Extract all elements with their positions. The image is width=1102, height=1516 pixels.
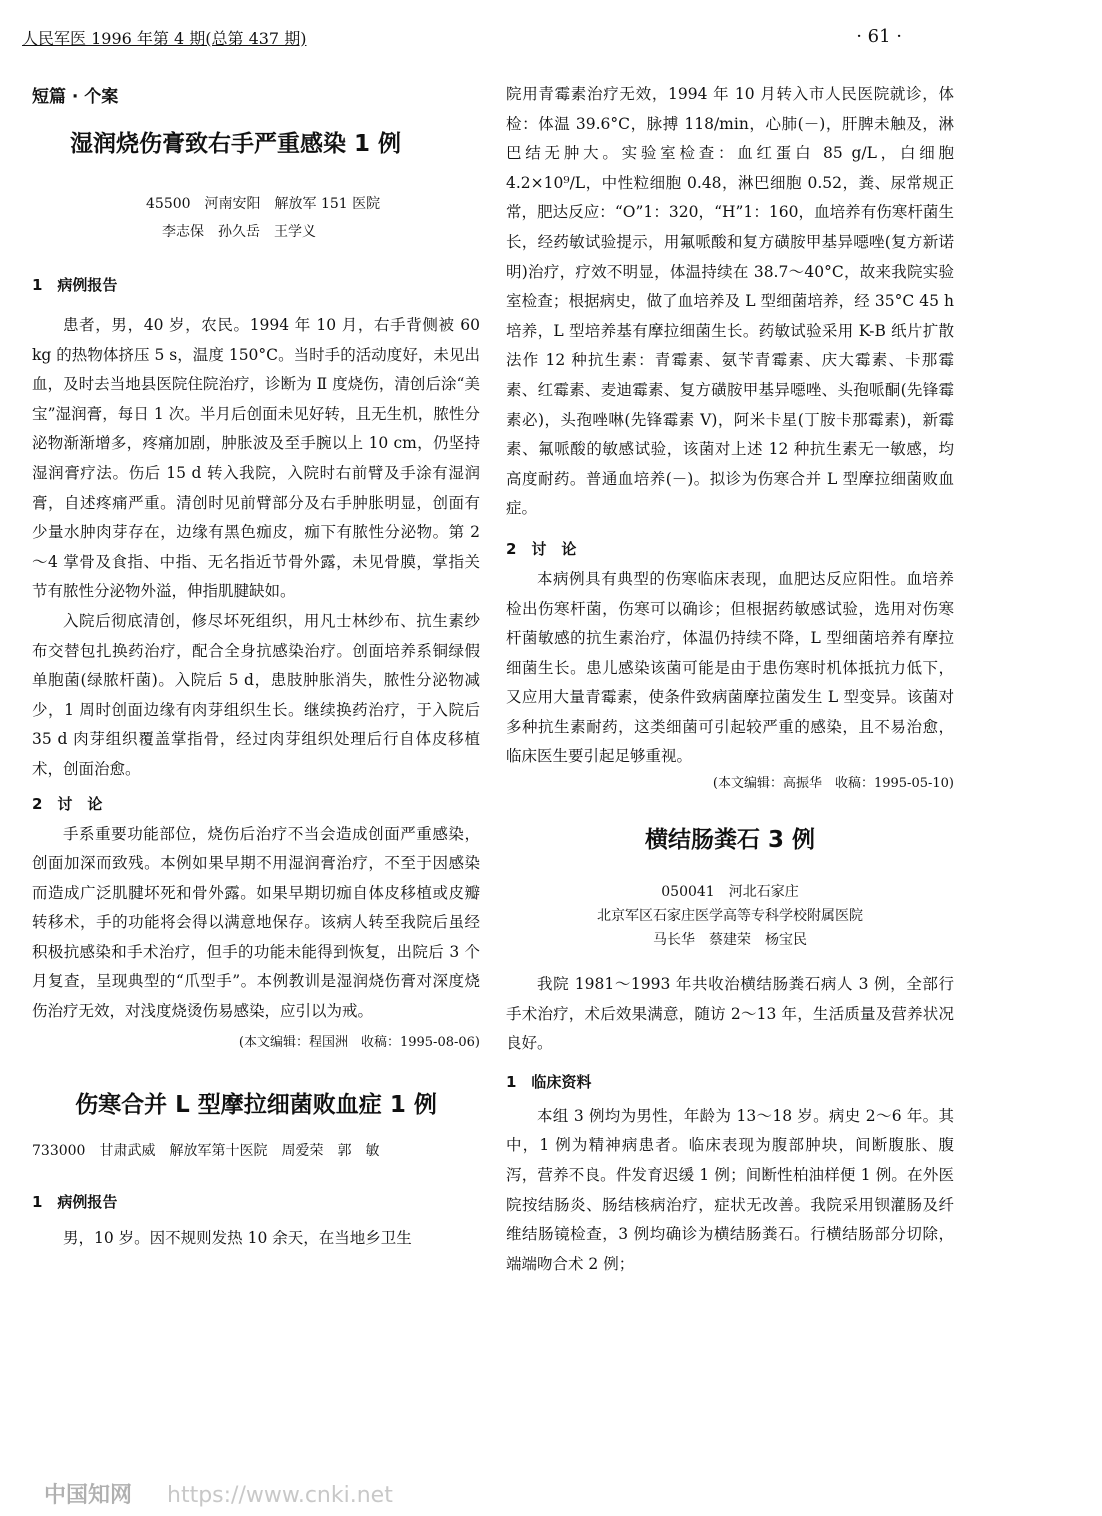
article2-title: 伤寒合并 L 型摩拉细菌败血症 1 例 xyxy=(75,1091,437,1118)
article2-paragraph: 本病例具有典型的伤寒临床表现，血肥达反应阳性。血培养检出伤寒杆菌，伤寒可以确诊；但根据药敏感试验，选用对伤寒杆菌敏感的抗生素治疗，体温仍持续不降，L 型细菌培养有摩拉细菌生长。患儿感染该菌可能是由于患伤寒时机体抵抗力低下，又应用大量青霉素，使条件致病菌摩拉菌发生 L 型变异。该菌对多种抗生素耐药，这类细菌可引起较严重的感染，且不易治愈，临床医生要引起足够重视。 xyxy=(506,569,954,766)
left-column xyxy=(32,82,480,1253)
article3-affiliation: 050041 河北石家庄 xyxy=(661,884,799,901)
article3-institution: 北京军区石家庄医学高等专科学校附属医院 xyxy=(597,908,863,925)
section-tag: 短篇 · 个案 xyxy=(32,87,119,107)
article2-heading-case: 1 病例报告 xyxy=(32,1192,118,1211)
article3-paragraph: 我院 1981～1993 年共收治横结肠粪石病人 3 例，全部行手术治疗，术后效果满意，随访 2～13 年，生活质量及营养状况良好。 xyxy=(506,975,954,1053)
article3-heading-clinical: 1 临床资料 xyxy=(506,1072,592,1091)
article3-title: 横结肠粪石 3 例 xyxy=(644,827,816,854)
cnki-url: https://www.cnki.net xyxy=(167,1483,393,1508)
page-number: · 61 · xyxy=(856,26,902,47)
right-column xyxy=(506,80,954,1279)
article1-heading-discussion: 2 讨 论 xyxy=(32,794,103,813)
cnki-watermark xyxy=(44,1478,393,1509)
article2-editor-note: (本文编辑：高振华 收稿：1995-05-10) xyxy=(712,776,954,792)
article2-heading-discussion: 2 讨 论 xyxy=(506,539,577,558)
journal-header: 人民军医 1996 年第 4 期(总第 437 期) xyxy=(22,29,307,48)
article1-heading-case: 1 病例报告 xyxy=(32,276,118,294)
article1-title: 湿润烧伤膏致右手严重感染 1 例 xyxy=(70,131,402,157)
article1-paragraph: 患者，男，40 岁，农民。1994 年 10 月，右手背侧被 60 kg 的热物体挤压 5 s，温度 150°C。当时手的活动度好，未见出血，及时去当地县医院住院治疗，诊断为 Ⅱ 度烧伤，清创后涂“美宝”湿润膏，每日 1 次。半月后创面未见好转，且无生机，脓性分泌物渐渐增多，疼痛加剧，肿胀波及至手腕以上 10 cm，仍坚持湿润膏疗法。伤后 15 d 转入我院，入院时右前臂及手涂有湿润膏，自述疼痛严重。清创时见前臂部分及右手肿胀明显，创面有少量水肿肉芽存在，边缘有黑色痂皮，痂下有脓性分泌物。第 2～4 掌骨及食指、中指、无名指近节骨外露，未见骨膜，掌指关节有脓性分泌物外溢，伸指肌腱缺如。 xyxy=(32,316,480,601)
article2-affiliation: 733000 甘肃武威 解放军第十医院 周爱荣 郭 敏 xyxy=(32,1142,380,1159)
article3-paragraph: 本组 3 例均为男性，年龄为 13～18 岁。病史 2～6 年。其中，1 例为精神病患者。临床表现为腹部肿块，间断腹胀、腹泻，营养不良。件发育迟缓 1 例；间断性柏油样便 1 例。在外医院按结肠炎、肠结核病治疗，症状无改善。我院采用钡灌肠及纤维结肠镜检查，3 例均确诊为横结肠粪石。行横结肠部分切除，端端吻合术 2 例； xyxy=(506,1106,954,1273)
article3-authors: 马长华 蔡建荣 杨宝民 xyxy=(653,932,807,949)
article1-editor-note: (本文编辑：程国洲 收稿：1995-08-06) xyxy=(238,1034,480,1050)
cnki-logo-text: 中国知网 xyxy=(44,1483,133,1508)
article1-authors: 李志保 孙久岳 王学义 xyxy=(162,224,316,240)
article2-paragraph: 男，10 岁。因不规则发热 10 余天，在当地乡卫生 xyxy=(63,1228,412,1247)
article1-paragraph: 手系重要功能部位，烧伤后治疗不当会造成创面严重感染，创面加深而致残。本例如果早期不用湿润膏治疗，不至于因感染而造成广泛肌腱坏死和骨外露。如果早期切痂自体皮移植或皮瓣转移术，手的功能将会得以满意地保存。该病人转至我院后虽经积极抗感染和手术治疗，但手的功能未能得到恢复，出院后 3 个月复查，呈现典型的“爪型手”。本例教训是湿润烧伤膏对深度烧伤治疗无效，对浅度烧烫伤易感染，应引以为戒。 xyxy=(32,824,480,1021)
article1-affiliation: 45500 河南安阳 解放军 151 医院 xyxy=(146,196,381,212)
article2-paragraph-continued: 院用青霉素治疗无效，1994 年 10 月转入市人民医院就诊，体检：体温 39.6°C，脉搏 118/min，心肺(－)，肝脾未触及，淋巴结无肿大。实验室检查：血红蛋白 85 g/L，白细胞 4.2×10⁹/L，中性粒细胞 0.48，淋巴细胞 0.52，粪、尿常规正常，肥达反应：“O”1：320，“H”1：160，血培养有伤寒杆菌生长，经药敏试验提示，用氟哌酸和复方磺胺甲基异噁唑(复方新诺明)治疗，疗效不明显，体温持续在 38.7～40°C，故来我院实验室检查；根据病史，做了血培养及 L 型细菌培养，经 35°C 45 h 培养，L 型培养基有摩拉细菌生长。药敏试验采用 K-B 纸片扩散法作 12 种抗生素：青霉素、氨苄青霉素、庆大霉素、卡那霉素、红霉素、麦迪霉素、复方磺胺甲基异噁唑、头孢哌酮(先锋霉素必)，头孢唑啉(先锋霉素 V)，阿米卡星(丁胺卡那霉素)，新霉素、氟哌酸的敏感试验，该菌对上述 12 种抗生素无一敏感，均高度耐药。普通血培养(－)。拟诊为伤寒合并 L 型摩拉细菌败血症。 xyxy=(506,85,954,518)
article1-paragraph: 入院后彻底清创，修尽坏死组织，用凡士林纱布、抗生素纱布交替包扎换药治疗，配合全身抗感染治疗。创面培养系铜绿假单胞菌(绿脓杆菌)。入院后 5 d，患肢肿胀消失，脓性分泌物减少，1 周时创面边缘有肉芽组织生长。继续换药治疗，于入院后 35 d 肉芽组织覆盖掌指骨，经过肉芽组织处理后行自体皮移植术，创面治愈。 xyxy=(32,611,480,778)
